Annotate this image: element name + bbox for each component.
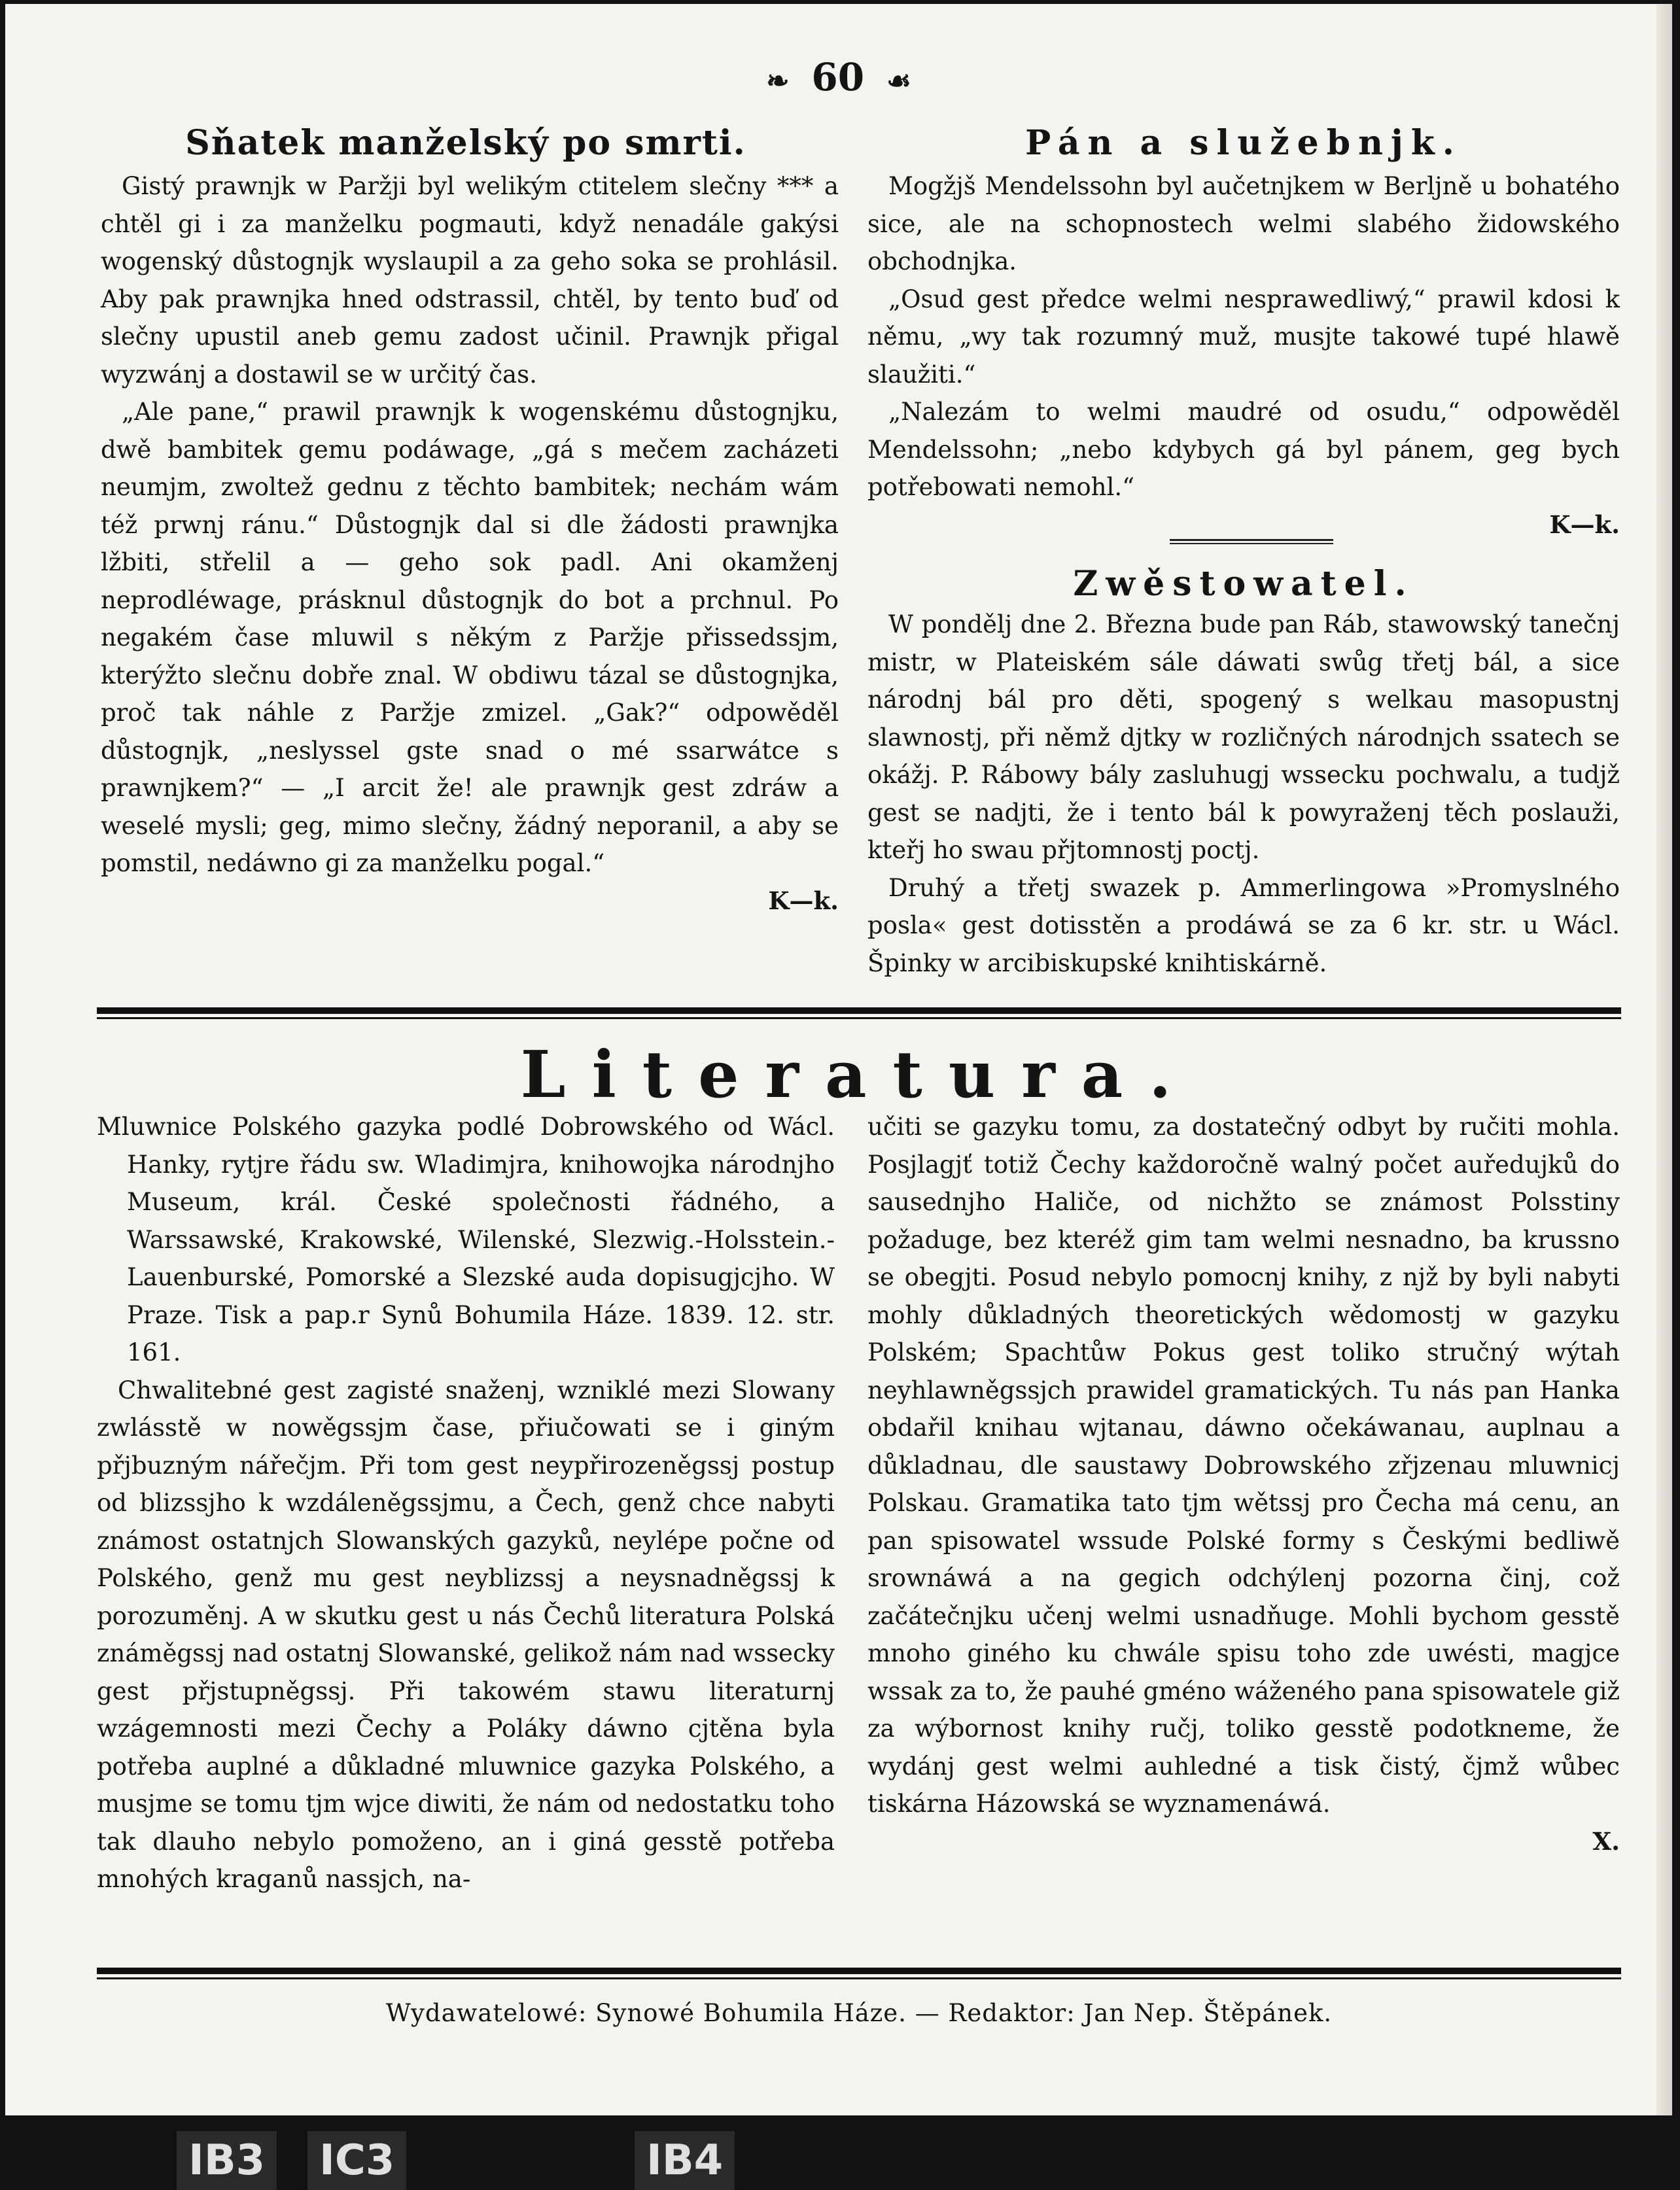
article-paragraph: „Osud gest předce welmi nesprawedliwý,“ prawil kdosi k němu, „wy tak rozumný muž, musjte takowé tupé hlawě slaužiti.“: [867, 285, 1620, 389]
newspaper-page: [5, 4, 1672, 2115]
publisher-line: Wydawatelowé: Synowé Bohumila Háze. — Redaktor: Jan Nep. Štěpánek.: [385, 1999, 1333, 2027]
archive-tab: IB3: [177, 2131, 277, 2190]
article-master-servant-title: Pán a služebnjk.: [1025, 123, 1462, 163]
article-paragraph: W pondělj dne 2. Března bude pan Ráb, stawowský tanečnj mistr, w Plateiském sále dáwati swůg třetj bál, a sice národnj bál pro děti, spogený s welkau masopustnj slawnostj, při němž djtky w rozličných národnjch ssatech se okážj. P. Rábowy bály zasluhugj wssecku pochwalu, a tudjž gest se nadjti, že i tento bál k powyraženj těch poslauži, kteřj ho swau přjtomnostj poctj.: [867, 610, 1620, 864]
article-marriage-title: Sňatek manželský po smrti.: [185, 123, 746, 163]
review-signature: X.: [1592, 1826, 1620, 1856]
literature-left-column: [97, 1108, 835, 1898]
announcer-note: Druhý a třetj swazek p. Ammerlingowa »Promyslného posla« gest dotisstěn a prodáwá se za 6 kr. str. u Wácl. Špinky w arcibiskupské knihtiskárně.: [867, 873, 1620, 977]
page-number: [5, 55, 1672, 99]
ornament-right-icon: ☙: [886, 64, 911, 97]
footer-rule: [97, 1968, 1621, 1979]
page-number-value: 60: [811, 55, 865, 99]
section-divider: [1170, 539, 1333, 544]
article-signature: K—k.: [768, 886, 839, 915]
review-text-left: Chwalitebné gest zagisté snaženj, wzniklé mezi Slowany zwlásstě w nowěgssjm čase, přiučowati se i giným přjbuzným nářečjm. Při tom gest neypřirozeněgssj postup od blizssjho k wzdáleněgssjmu, a Čech, genž chce nabyti známost ostatnjch Slowanských gazyků, neylépe počne od Polského, genž mu gest neyblizssj a neysnadněgssj k porozuměnj. A w skutku gest u nás Čechů literatura Polská známěgssj nad ostatnj Slowanské, gelikož nám nad wssecky gest přjstupněgssj. Při takowém stawu literaturnj wzágemnosti mezi Čechy a Poláky dáwno cjtěna byla potřeba auplné a důkladné mluwnice gazyka Polského, a musjme se tomu tjm wjce diwiti, že nám od nedostatku toho tak dlauho nebylo pomoženo, an i giná gesstě potřeba mnohých kraganů nassjch, na-: [97, 1376, 835, 1893]
literature-heading: Literatura.: [520, 1037, 1198, 1113]
review-text-right: učiti se gazyku tomu, za dostatečný odbyt by ručiti mohla. Posjlagjť totiž Čechy každoročně walný počet auředujků do sausednjho Haliče, od nichžto se známost Polsstiny požaduge, bez kteréž gim tam welmi nesnadno, ba krussno se obegjti. Posud nebylo pomocnj knihy, z njž by byli nabyti mohly důkladných theoretických wědomostj w gazyku Polském; Spachtůw Pokus gest toliko stručný wýtah neyhlawněgssjch prawidel gramatických. Tu nás pan Hanka obdařil knihau wjtanau, dáwno očekáwanau, auplnau a důkladnau, dle saustawy Dobrowského zřjzenau mluwnicj Polskau. Gramatika tato tjm wětssj pro Čecha má cenu, an pan spisowatel wssude Polské formy s Českými bedliwě srownáwá a na gegich odchýlenj pozorna činj, což začátečnjku učenj welmi usnadňuge. Mohli bychom gesstě mnoho giného ku chwále spisu toho zde uwésti, magjce wssak za to, že pauhé gméno wáženého pana spisowatele giž za wýbornost knihy ručj, toliko gesstě podotkneme, že wydánj gest welmi auhledné a tisk čistý, čjmž wůbec tiskárna Házowská se wyznamenáwá.: [867, 1113, 1620, 1818]
article-paragraph: Mogžjš Mendelssohn byl aučetnjkem w Berljně u bohatého sice, ale na schopnostech welmi slabého židowského obchodnjka.: [867, 172, 1620, 275]
archive-tabs: [0, 2118, 1680, 2190]
literature-right-column: [867, 1108, 1620, 1860]
archive-tab: IC3: [307, 2131, 406, 2190]
article-marriage-body: [101, 167, 839, 920]
article-master-servant-body: [867, 167, 1620, 544]
article-signature: K—k.: [1549, 510, 1620, 539]
book-reference: Mluwnice Polského gazyka podlé Dobrowského od Wácl. Hanky, rytjre řádu sw. Wladimjra, knihowojka národnjho Museum, král. České společnosti řádného, a Warssawské, Krakowské, Wilenské, Slezwig.-Holsstein.-Lauenburské, Pomorské a Slezské auda dopisugjcjho. W Praze. Tisk a pap.r Synů Bohumila Háze. 1839. 12. str. 161.: [97, 1113, 835, 1366]
ornament-left-icon: ❧: [766, 64, 790, 97]
page-edge-shadow: [1656, 4, 1672, 2115]
literature-top-rule: [97, 1007, 1621, 1019]
announcer-title: Zwěstowatel.: [1073, 564, 1414, 604]
article-paragraph: Gistý prawnjk w Paržji byl welikým ctitelem slečny *** a chtěl gi i za manželku pogmauti, když nenadále gakýsi wogenský důstognjk wyslaupil a za geho soka se prohlásil. Aby pak prawnjka hned odstrassil, chtěl, by tento buď od slečny upustil aneb gemu zadost učinil. Prawnjk přigal wyzwánj a dostawil se w určitý čas.: [101, 172, 839, 389]
archive-tab: IB4: [635, 2131, 735, 2190]
announcer-body: [867, 606, 1620, 982]
article-paragraph: „Nalezám to welmi maudré od osudu,“ odpowěděl Mendelssohn; „nebo kdybych gá byl pánem, geg bych potřebowati nemohl.“: [867, 398, 1620, 501]
article-paragraph: „Ale pane,“ prawil prawnjk k wogenskému důstognjku, dwě bambitek gemu podáwage, „gá s mečem zacházeti neumjm, zwoltež gednu z těchto bambitek; nechám wám též prwnj ránu.“ Důstognjk dal si dle žádosti prawnjka lžbiti, střelil a — geho sok padl. Ani okamženj neprodléwage, prásknul důstognjk do bot a prchnul. Po negakém čase mluwil s někým z Paržje přissedssjm, kterýžto slečnu dobře znal. W obdiwu tázal se důstognjka, proč tak náhle z Paržje zmizel. „Gak?“ odpowěděl důstognjk, „neslyssel gste snad o mé ssarwátce s prawnjkem?“ — „I arcit že! ale prawnjk gest zdráw a weselé mysli; geg, mimo slečny, žádný neporanil, a aby se pomstil, nedáwno gi za manželku pogal.“: [101, 398, 839, 877]
